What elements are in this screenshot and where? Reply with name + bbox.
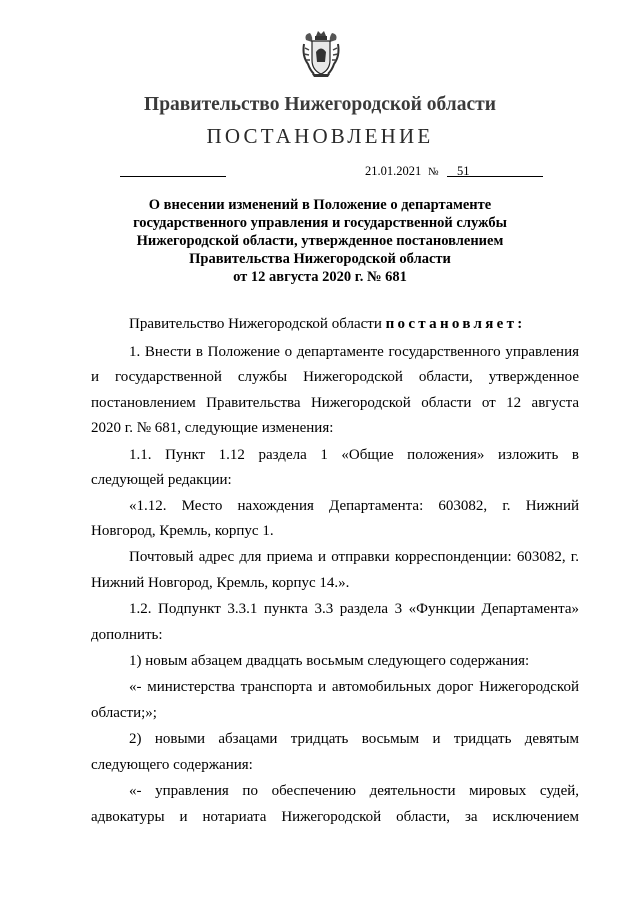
body-line: области;»; bbox=[91, 705, 157, 721]
body-line: 1.1. Пункт 1.12 раздела 1 «Общие положения» изложить в bbox=[129, 447, 579, 463]
body-line: «- управления по обеспечению деятельности мировых судей, bbox=[129, 783, 579, 799]
number-sign: № bbox=[428, 166, 439, 178]
coat-of-arms-emblem bbox=[300, 30, 342, 78]
body-line: «- министерства транспорта и автомобильных дорог Нижегородской bbox=[129, 679, 579, 695]
preamble-text: Правительство Нижегородской области bbox=[129, 316, 386, 332]
body-line bbox=[91, 316, 579, 333]
body-line: следующей редакции: bbox=[91, 472, 232, 488]
body-line: 2020 г. № 681, следующие изменения: bbox=[91, 420, 334, 436]
body-line: Нижний Новгород, Кремль, корпус 14.». bbox=[91, 575, 350, 591]
organization-name: Правительство Нижегородской области bbox=[144, 94, 496, 115]
body-line: 1.2. Подпункт 3.3.1 пункта 3.3 раздела 3 «Функции Департамента» bbox=[129, 601, 579, 617]
body-line: 2) новыми абзацами тридцать восьмым и тридцать девятым bbox=[129, 731, 579, 747]
document-type: ПОСТАНОВЛЕНИЕ bbox=[206, 124, 434, 148]
title-line: Нижегородской области, утвержденное постановлением bbox=[136, 233, 504, 249]
title-line: государственного управления и государственной службы bbox=[133, 215, 507, 231]
body-line: адвокатуры и нотариата Нижегородской области, за исключением bbox=[91, 809, 579, 825]
resolves-word: постановляет: bbox=[385, 316, 526, 332]
blank-line bbox=[120, 176, 226, 177]
body-line: дополнить: bbox=[91, 627, 163, 643]
body-line: 1) новым абзацем двадцать восьмым следующего содержания: bbox=[129, 653, 530, 669]
title-line: О внесении изменений в Положение о департаменте bbox=[148, 197, 492, 213]
body-line: Новгород, Кремль, корпус 1. bbox=[91, 523, 274, 539]
document-title bbox=[120, 196, 520, 286]
number-underline bbox=[447, 176, 543, 177]
document-number: 51 bbox=[457, 164, 470, 178]
body-line: «1.12. Место нахождения Департамента: 603082, г. Нижний bbox=[129, 498, 579, 514]
body-line: постановлением Правительства Нижегородской области от 12 августа bbox=[91, 395, 579, 411]
body-line: следующего содержания: bbox=[91, 757, 253, 773]
title-line: Правительства Нижегородской области bbox=[189, 251, 451, 267]
title-line: от 12 августа 2020 г. № 681 bbox=[233, 269, 407, 285]
body-line: и государственной службы Нижегородской области, утвержденное bbox=[91, 369, 579, 385]
document-date: 21.01.2021 bbox=[365, 164, 422, 178]
body-line: 1. Внести в Положение о департаменте государственного управления bbox=[129, 344, 579, 360]
body-line: Почтовый адрес для приема и отправки корреспонденции: 603082, г. bbox=[129, 549, 579, 565]
